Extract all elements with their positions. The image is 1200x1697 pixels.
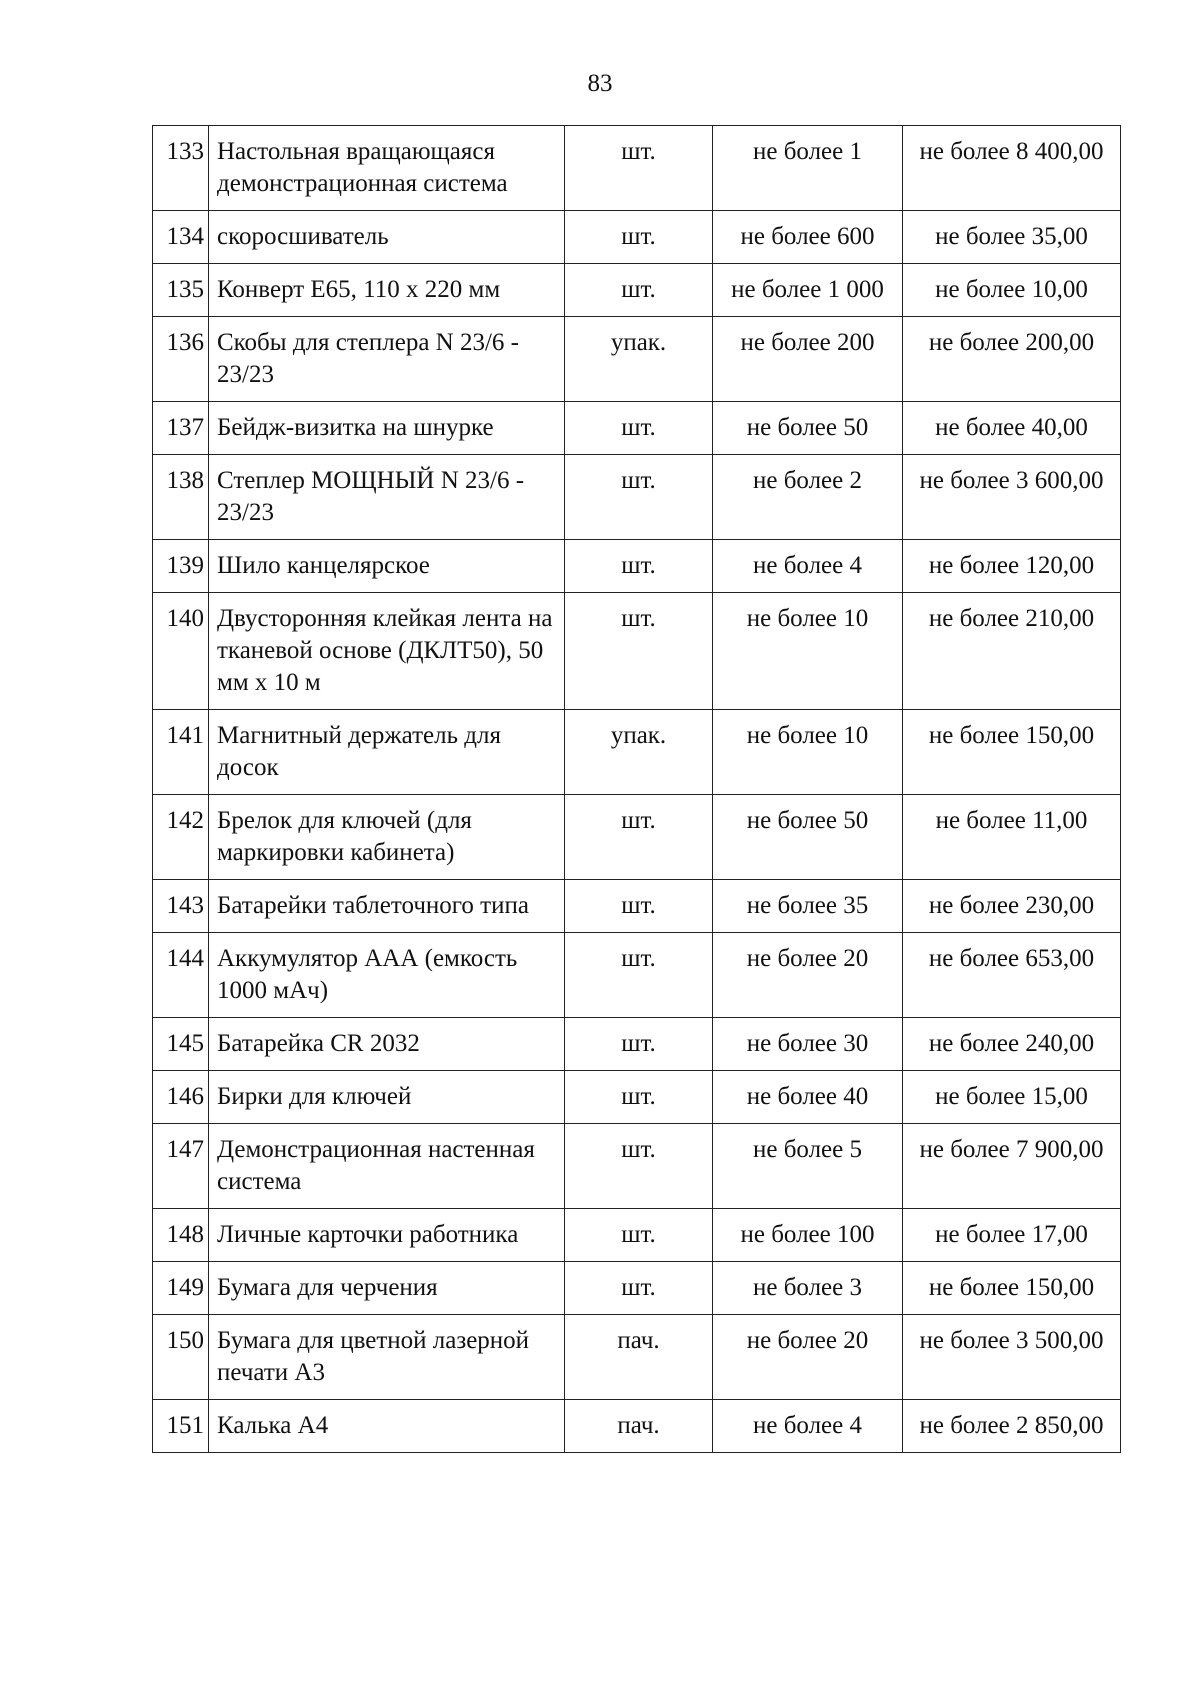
price-cell: не более 35,00	[903, 211, 1121, 264]
item-name-cell: Настольная вращающаяся демонстрационная система	[209, 126, 565, 211]
price-cell: не более 11,00	[903, 795, 1121, 880]
row-number-cell: 135	[153, 264, 209, 317]
row-number-cell: 149	[153, 1262, 209, 1315]
row-number-cell: 137	[153, 402, 209, 455]
item-name-cell: Степлер МОЩНЫЙ N 23/6 - 23/23	[209, 455, 565, 540]
item-name-cell: Брелок для ключей (для маркировки кабинета)	[209, 795, 565, 880]
price-cell: не более 7 900,00	[903, 1124, 1121, 1209]
row-number-cell: 142	[153, 795, 209, 880]
price-cell: не более 120,00	[903, 540, 1121, 593]
item-name-cell: Бирки для ключей	[209, 1071, 565, 1124]
unit-cell: шт.	[565, 402, 713, 455]
row-number-cell: 146	[153, 1071, 209, 1124]
item-name-cell: Бумага для цветной лазерной печати А3	[209, 1315, 565, 1400]
table-row	[153, 317, 1121, 402]
price-cell: не более 150,00	[903, 710, 1121, 795]
table-row	[153, 933, 1121, 1018]
price-cell: не более 230,00	[903, 880, 1121, 933]
row-number-cell: 145	[153, 1018, 209, 1071]
item-name-cell: Батарейка CR 2032	[209, 1018, 565, 1071]
table-row	[153, 1018, 1121, 1071]
item-name-cell: Батарейки таблеточного типа	[209, 880, 565, 933]
quantity-cell: не более 1	[713, 126, 903, 211]
item-name-cell: Аккумулятор ААА (емкость 1000 мАч)	[209, 933, 565, 1018]
page-number: 83	[587, 70, 613, 97]
row-number-cell: 133	[153, 126, 209, 211]
quantity-cell: не более 2	[713, 455, 903, 540]
table-row	[153, 264, 1121, 317]
table-row	[153, 593, 1121, 710]
unit-cell: шт.	[565, 1262, 713, 1315]
quantity-cell: не более 20	[713, 1315, 903, 1400]
price-cell: не более 40,00	[903, 402, 1121, 455]
table-row	[153, 1400, 1121, 1453]
unit-cell: шт.	[565, 211, 713, 264]
quantity-cell: не более 5	[713, 1124, 903, 1209]
item-name-cell: скоросшиватель	[209, 211, 565, 264]
unit-cell: шт.	[565, 540, 713, 593]
price-cell: не более 8 400,00	[903, 126, 1121, 211]
unit-cell: шт.	[565, 1124, 713, 1209]
table-row	[153, 402, 1121, 455]
unit-cell: пач.	[565, 1400, 713, 1453]
quantity-cell: не более 40	[713, 1071, 903, 1124]
item-name-cell: Бумага для черчения	[209, 1262, 565, 1315]
row-number-cell: 140	[153, 593, 209, 710]
table-row	[153, 540, 1121, 593]
quantity-cell: не более 1 000	[713, 264, 903, 317]
item-name-cell: Демонстрационная настенная система	[209, 1124, 565, 1209]
unit-cell: упак.	[565, 710, 713, 795]
unit-cell: шт.	[565, 1209, 713, 1262]
row-number-cell: 148	[153, 1209, 209, 1262]
table-row	[153, 1071, 1121, 1124]
quantity-cell: не более 4	[713, 540, 903, 593]
quantity-cell: не более 600	[713, 211, 903, 264]
unit-cell: упак.	[565, 317, 713, 402]
quantity-cell: не более 4	[713, 1400, 903, 1453]
quantity-cell: не более 10	[713, 593, 903, 710]
unit-cell: шт.	[565, 264, 713, 317]
table-row	[153, 126, 1121, 211]
row-number-cell: 151	[153, 1400, 209, 1453]
price-cell: не более 150,00	[903, 1262, 1121, 1315]
quantity-cell: не более 200	[713, 317, 903, 402]
row-number-cell: 139	[153, 540, 209, 593]
table-row	[153, 1315, 1121, 1400]
quantity-cell: не более 10	[713, 710, 903, 795]
table-row	[153, 1209, 1121, 1262]
item-name-cell: Двусторонняя клейкая лента на тканевой основе (ДКЛТ50), 50 мм х 10 м	[209, 593, 565, 710]
quantity-cell: не более 20	[713, 933, 903, 1018]
item-name-cell: Личные карточки работника	[209, 1209, 565, 1262]
row-number-cell: 150	[153, 1315, 209, 1400]
table-row	[153, 710, 1121, 795]
table-body	[153, 126, 1121, 1453]
table-row	[153, 1124, 1121, 1209]
quantity-cell: не более 3	[713, 1262, 903, 1315]
table-row	[153, 880, 1121, 933]
item-name-cell: Скобы для степлера N 23/6 - 23/23	[209, 317, 565, 402]
row-number-cell: 136	[153, 317, 209, 402]
row-number-cell: 134	[153, 211, 209, 264]
unit-cell: шт.	[565, 1071, 713, 1124]
table-row	[153, 1262, 1121, 1315]
unit-cell: шт.	[565, 455, 713, 540]
quantity-cell: не более 50	[713, 795, 903, 880]
row-number-cell: 141	[153, 710, 209, 795]
table-row	[153, 795, 1121, 880]
quantity-cell: не более 50	[713, 402, 903, 455]
item-name-cell: Бейдж-визитка на шнурке	[209, 402, 565, 455]
unit-cell: шт.	[565, 933, 713, 1018]
unit-cell: пач.	[565, 1315, 713, 1400]
price-cell: не более 17,00	[903, 1209, 1121, 1262]
row-number-cell: 147	[153, 1124, 209, 1209]
quantity-cell: не более 30	[713, 1018, 903, 1071]
price-cell: не более 200,00	[903, 317, 1121, 402]
quantity-cell: не более 35	[713, 880, 903, 933]
table-row	[153, 211, 1121, 264]
unit-cell: шт.	[565, 593, 713, 710]
unit-cell: шт.	[565, 880, 713, 933]
unit-cell: шт.	[565, 1018, 713, 1071]
price-cell: не более 15,00	[903, 1071, 1121, 1124]
price-cell: не более 210,00	[903, 593, 1121, 710]
price-cell: не более 3 600,00	[903, 455, 1121, 540]
price-cell: не более 653,00	[903, 933, 1121, 1018]
row-number-cell: 144	[153, 933, 209, 1018]
item-name-cell: Шило канцелярское	[209, 540, 565, 593]
price-cell: не более 10,00	[903, 264, 1121, 317]
price-cell: не более 2 850,00	[903, 1400, 1121, 1453]
unit-cell: шт.	[565, 126, 713, 211]
unit-cell: шт.	[565, 795, 713, 880]
item-name-cell: Калька А4	[209, 1400, 565, 1453]
quantity-cell: не более 100	[713, 1209, 903, 1262]
row-number-cell: 138	[153, 455, 209, 540]
price-cell: не более 240,00	[903, 1018, 1121, 1071]
items-table	[152, 125, 1121, 1453]
row-number-cell: 143	[153, 880, 209, 933]
item-name-cell: Конверт Е65, 110 х 220 мм	[209, 264, 565, 317]
price-cell: не более 3 500,00	[903, 1315, 1121, 1400]
table-row	[153, 455, 1121, 540]
item-name-cell: Магнитный держатель для досок	[209, 710, 565, 795]
